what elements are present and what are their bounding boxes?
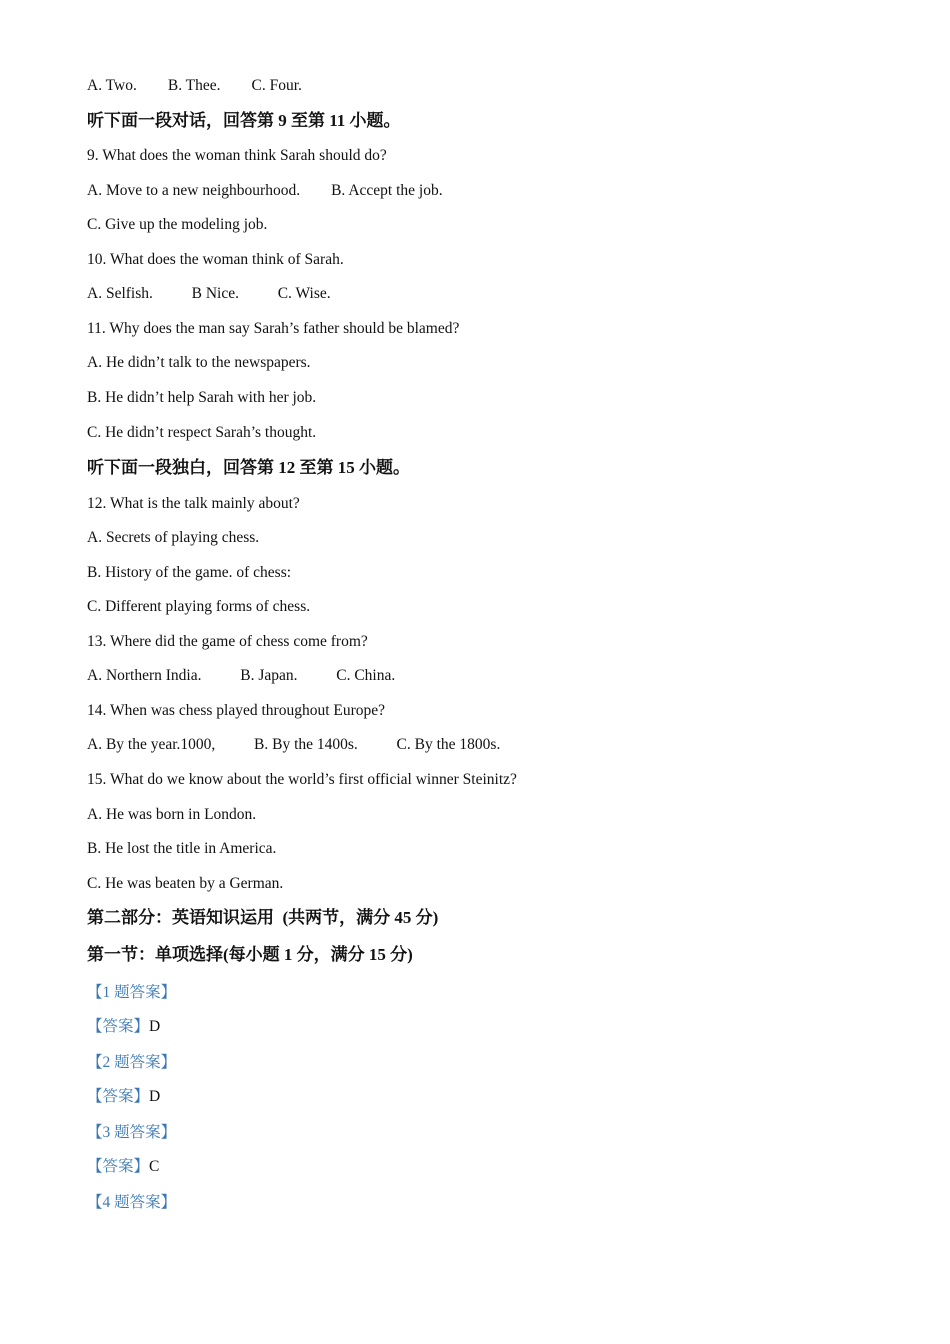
answer-value: D [149, 1018, 161, 1035]
question-13: 13. Where did the game of chess come from? [87, 633, 368, 650]
question-15: 15. What do we know about the world’s first official winner Steinitz? [87, 771, 517, 788]
question-15-option-c: C. He was beaten by a German. [87, 875, 284, 892]
question-11-option-b: B. He didn’t help Sarah with her job. [87, 389, 317, 406]
answer-2-header: 【2 题答案】 [87, 1054, 177, 1071]
question-14-options: A. By the year.1000, B. By the 1400s. C. By the 1800s. [87, 736, 501, 753]
question-15-option-a: A. He was born in London. [87, 806, 257, 823]
question-15-option-b: B. He lost the title in America. [87, 840, 277, 857]
question-9-options-ab: A. Move to a new neighbourhood. B. Accept the job. [87, 182, 443, 199]
answer-label: 【答案】 [87, 1158, 150, 1175]
question-10: 10. What does the woman think of Sarah. [87, 251, 344, 268]
question-11-option-c: C. He didn’t respect Sarah’s thought. [87, 424, 317, 441]
question-9-option-c: C. Give up the modeling job. [87, 216, 268, 233]
answer-1 [87, 1017, 160, 1037]
answer-2 [87, 1087, 160, 1107]
question-14: 14. When was chess played throughout Europe? [87, 702, 386, 719]
answer-3 [87, 1157, 159, 1177]
answer-label: 【答案】 [87, 1088, 150, 1105]
question-9: 9. What does the woman think Sarah should do? [87, 147, 387, 164]
answer-value: C [149, 1158, 160, 1175]
part-two-heading: 第二部分：英语知识运用 (共两节，满分 45 分) [87, 908, 439, 927]
section-one-heading: 第一节：单项选择(每小题 1 分，满分 15 分) [87, 945, 413, 964]
question-12-option-c: C. Different playing forms of chess. [87, 598, 311, 615]
question-12-option-a: A. Secrets of playing chess. [87, 529, 260, 546]
answer-1-header: 【1 题答案】 [87, 984, 177, 1001]
question-12: 12. What is the talk mainly about? [87, 495, 300, 512]
answer-value: D [149, 1088, 161, 1105]
question-12-option-b: B. History of the game. of chess: [87, 564, 292, 581]
answer-label: 【答案】 [87, 1018, 150, 1035]
section-heading-monologue: 听下面一段独白，回答第 12 至第 15 小题。 [87, 458, 410, 477]
q8-options: A. Two. B. Thee. C. Four. [87, 77, 302, 94]
question-11-option-a: A. He didn’t talk to the newspapers. [87, 354, 311, 371]
section-heading-dialogue: 听下面一段对话，回答第 9 至第 11 小题。 [87, 111, 401, 130]
question-10-options: A. Selfish. B Nice. C. Wise. [87, 285, 331, 302]
answer-3-header: 【3 题答案】 [87, 1124, 177, 1141]
answer-4-header: 【4 题答案】 [87, 1194, 177, 1211]
question-13-options: A. Northern India. B. Japan. C. China. [87, 667, 396, 684]
question-11: 11. Why does the man say Sarah’s father should be blamed? [87, 320, 460, 337]
